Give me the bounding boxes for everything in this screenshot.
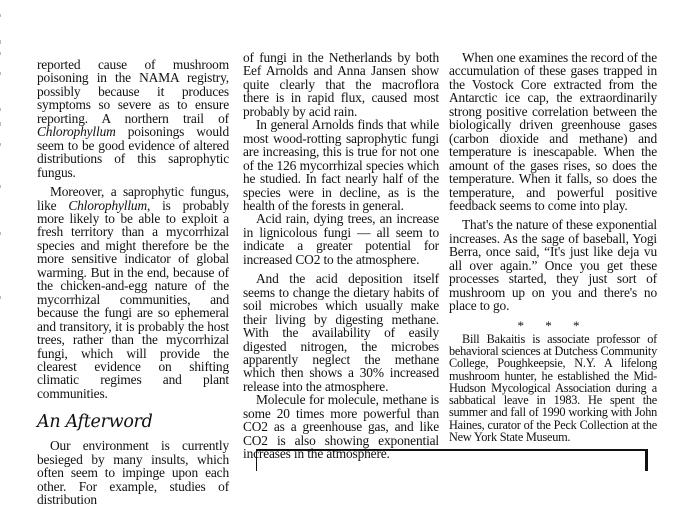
scan-speck [0,52,1,55]
paragraph: In general Arnolds finds that while most wood-rotting saprophytic fungi are increasing, this is true for not one of the 126 mycorrhizal species which he studied. In fact nearly half of the species were in decline, as is the health of the forests in general. [243,117,439,213]
paragraph: Acid rain, dying trees, an increase in lignicolous fungi — all seem to indicate a greater potential for increased CO2 to the atmosphere. [243,211,439,267]
scan-speck [0,72,1,75]
scan-speck [0,232,1,235]
article-column-2 [243,25,439,461]
paragraph: And the acid deposition itself seems to change the dietary habits of soil microbes which usually make their living by digesting methane. With the availability of easily digested nitrogen, the microbes apparently neglect the methane which then shows a 30% increased release into the atmosphere. [243,271,439,394]
scan-speck [0,108,1,111]
paragraph-text: , is probably more likely to be able to exploit a fresh territory than a mycorrhizal species and might therefore be the more sensitive indicator of global warming. But in the end, because of the chicken-and-egg nature of the mycorrhizal communities, and because the fungi are so ephemeral and transitory, it is probably the host trees, rather than the mycorrhizal fungi, which will provide the clearest evidence on shifting climatic regimes and plant communities. [37,197,229,401]
section-separator: * * * [517,317,589,333]
author-bio-text: Bill Bakaitis is associate professor of behavioral sciences at Dutchess Community College, Poughkeepsie, N.Y. A lifelong mushroom hunter, he established the Mid-Hudson Mycological Association during a sabbatical leave in 1983. He spent the summer and fall of 1990 working with John Haines, curator of the Peck Collection at the New York State Museum. [449,331,657,444]
paragraph: Our environment is currently besieged by many insults, which often seem to impinge upon each other. For example, studies of distribution [37,438,229,507]
species-name: Chlorophyllum [37,124,116,140]
paragraph: When one examines the record of the accumulation of these gases trapped in the Vostock Core extracted from the Antarctic ice cap, the extraordinarily strong positive correlation between the biologically driven greenhouse gases (carbon dioxide and methane) and temperature is inescapable. When the amount of the gases rises, so does the temperature. When it falls, so does the temperature, and powerful positive feedback seems to come into play. [449,50,657,213]
scan-speck [0,185,1,188]
scan-speck [0,40,1,44]
scan-speck [0,296,1,299]
author-bio [449,333,657,444]
paragraph-text: poisonings would seem to be good evidence of altered distributions of this saprophytic fungus. [37,124,229,180]
article-column-1 [37,58,229,507]
paragraph: of fungi in the Netherlands by both Eef Arnolds and Anna Jansen show quite clearly that the macroflora there is in rapid flux, caused most probably by acid rain. [243,50,439,119]
scan-speck [0,143,1,146]
scan-speck [0,122,1,126]
paragraph-text: reported cause of mushroom poisoning in the NAMA registry, possibly because it produces symptoms so severe as to ensure reporting. A northern trail of [37,57,229,126]
paragraph [37,58,229,179]
paragraph-text: Moreover, a saprophytic fungus, like [37,184,229,213]
section-heading: An Afterword [37,412,153,433]
article-column-3 [449,25,657,443]
paragraph [37,185,229,400]
bottom-frame-box [256,449,648,471]
species-name: Chlorophyllum [68,197,148,213]
scan-speck [0,14,1,17]
paragraph: Molecule for molecule, methane is some 20 times more powerful than CO2 as a greenhouse gas, and like CO2 is also showing exponential increases in the atmosphere. [243,392,439,462]
paragraph: That's the nature of these exponential increases. As the sage of baseball, Yogi Berra, once said, “It's just like deja vu all over again.” Once you get these processes started, they just sort of mushroom up on you and there's no place to go. [449,217,657,314]
